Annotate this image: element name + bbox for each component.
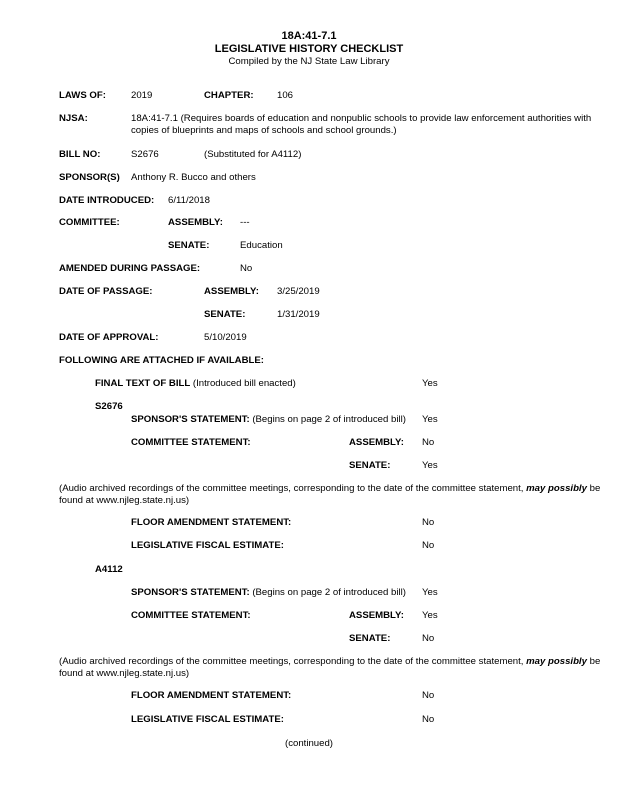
date-of-approval-label: DATE OF APPROVAL:: [59, 332, 159, 343]
passage-senate-label: SENATE:: [204, 309, 246, 320]
a4112-fiscal-estimate-value: No: [422, 714, 435, 725]
passage-assembly-label: ASSEMBLY:: [204, 286, 259, 297]
s2676-committee-senate-value: Yes: [422, 460, 438, 471]
compiled-by: Compiled by the NJ State Law Library: [228, 56, 390, 67]
chapter-value: 106: [277, 90, 294, 101]
audio-note-emphasis: may possibly: [526, 656, 587, 667]
bill-no-note: (Substituted for A4112): [204, 149, 302, 160]
a4112-floor-amendment-label: FLOOR AMENDMENT STATEMENT:: [131, 690, 292, 701]
sponsor-statement-label: SPONSOR'S STATEMENT:: [131, 587, 250, 598]
committee-senate-label: SENATE:: [168, 240, 210, 251]
sponsor-statement-note: (Begins on page 2 of introduced bill): [252, 414, 406, 425]
committee-assembly-label: ASSEMBLY:: [168, 217, 223, 228]
a4112-committee-statement-label: COMMITTEE STATEMENT:: [131, 610, 251, 621]
final-text-value: Yes: [422, 378, 438, 389]
sponsor-statement-note: (Begins on page 2 of introduced bill): [252, 587, 406, 598]
date-of-approval-value: 5/10/2019: [204, 332, 247, 343]
a4112-audio-note: [59, 656, 607, 680]
s2676-floor-amendment-value: No: [422, 517, 435, 528]
a4112-sponsor-statement-row: [131, 587, 406, 598]
committee-assembly-value: ---: [240, 217, 250, 228]
date-of-passage-label: DATE OF PASSAGE:: [59, 286, 153, 297]
audio-note-text-end: be found at www.njleg.state.nj.us): [59, 656, 601, 679]
s2676-committee-assembly-value: No: [422, 437, 435, 448]
amended-value: No: [240, 263, 253, 274]
audio-note-text: (Audio archived recordings of the committee meetings, corresponding to the date of the committee statement,: [59, 483, 527, 494]
s2676-sponsor-statement-value: Yes: [422, 414, 438, 425]
sponsors-label: SPONSOR(S): [59, 172, 120, 183]
s2676-fiscal-estimate-value: No: [422, 540, 435, 551]
bill-a4112-heading: A4112: [95, 564, 123, 575]
laws-of-value: 2019: [131, 90, 153, 101]
a4112-sponsor-statement-value: Yes: [422, 587, 438, 598]
passage-assembly-value: 3/25/2019: [277, 286, 320, 297]
date-introduced-value: 6/11/2018: [168, 195, 210, 206]
amended-label: AMENDED DURING PASSAGE:: [59, 263, 201, 274]
attachments-heading: FOLLOWING ARE ATTACHED IF AVAILABLE:: [59, 355, 264, 366]
continued-footer: (continued): [285, 738, 333, 749]
final-text-note: (Introduced bill enacted): [192, 378, 296, 389]
s2676-committee-senate-label: SENATE:: [349, 460, 391, 471]
committee-senate-value: Education: [240, 240, 283, 251]
chapter-label: CHAPTER:: [204, 90, 254, 101]
audio-note-text-end: be found at www.njleg.state.nj.us): [59, 483, 601, 506]
audio-note-text: (Audio archived recordings of the committee meetings, corresponding to the date of the committee statement,: [59, 656, 527, 667]
a4112-committee-assembly-value: Yes: [422, 610, 438, 621]
committee-label: COMMITTEE:: [59, 217, 120, 228]
sponsors-value: Anthony R. Bucco and others: [131, 172, 256, 183]
s2676-fiscal-estimate-label: LEGISLATIVE FISCAL ESTIMATE:: [131, 540, 284, 551]
njsa-value: 18A:41-7.1 (Requires boards of education and nonpublic schools to provide law enforcement authorities with copies of blueprints and maps of schools and school grounds.): [131, 113, 592, 136]
audio-note-emphasis: may possibly: [526, 483, 587, 494]
a4112-committee-assembly-label: ASSEMBLY:: [349, 610, 404, 621]
bill-s2676-heading: S2676: [95, 401, 123, 412]
s2676-audio-note: [59, 483, 607, 507]
date-introduced-label: DATE INTRODUCED:: [59, 195, 155, 206]
s2676-committee-assembly-label: ASSEMBLY:: [349, 437, 404, 448]
a4112-fiscal-estimate-label: LEGISLATIVE FISCAL ESTIMATE:: [131, 714, 284, 725]
a4112-committee-senate-label: SENATE:: [349, 633, 391, 644]
page-title: LEGISLATIVE HISTORY CHECKLIST: [214, 43, 404, 55]
final-text-row: [95, 378, 296, 389]
a4112-committee-senate-value: No: [422, 633, 435, 644]
final-text-label: FINAL TEXT OF BILL: [95, 378, 191, 389]
statute-heading: 18A:41-7.1: [281, 30, 337, 42]
sponsor-statement-label: SPONSOR'S STATEMENT:: [131, 414, 250, 425]
s2676-floor-amendment-label: FLOOR AMENDMENT STATEMENT:: [131, 517, 292, 528]
bill-no-label: BILL NO:: [59, 149, 101, 160]
passage-senate-value: 1/31/2019: [277, 309, 320, 320]
s2676-sponsor-statement-row: [131, 414, 406, 425]
s2676-committee-statement-label: COMMITTEE STATEMENT:: [131, 437, 251, 448]
njsa-label: NJSA:: [59, 113, 88, 124]
a4112-floor-amendment-value: No: [422, 690, 435, 701]
bill-no-value: S2676: [131, 149, 159, 160]
laws-of-label: LAWS OF:: [59, 90, 106, 101]
